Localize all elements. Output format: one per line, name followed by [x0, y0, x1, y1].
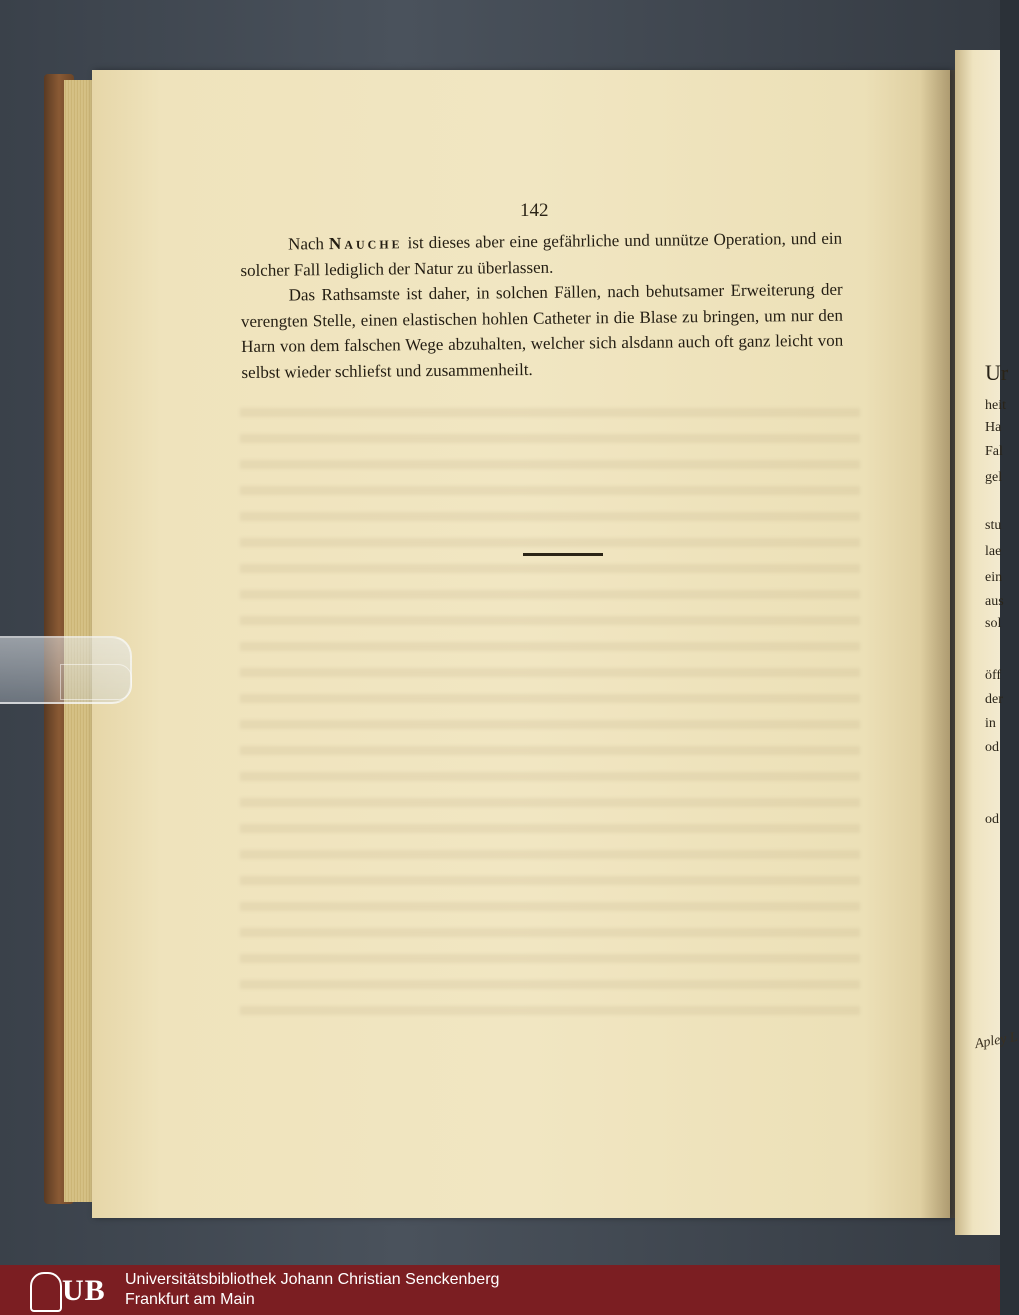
facing-page-fragment: öff: [985, 668, 1002, 683]
facing-page-fragment: sol: [985, 616, 1002, 631]
facing-page-fragment: der: [985, 692, 1003, 707]
author-name: Nauche: [328, 233, 403, 254]
facing-page-fragment: Fal: [985, 444, 1003, 459]
section-rule: [523, 553, 603, 556]
facing-page-fragment: gel: [985, 470, 1003, 485]
paragraph-text: Nach: [288, 234, 330, 254]
library-logo-text: UB: [62, 1274, 106, 1307]
facing-page-fragment: Ha: [985, 420, 1002, 435]
gutter-shadow: [920, 70, 960, 1218]
facing-page-fragment: heit: [985, 398, 1006, 413]
footer-institution: Universitätsbibliothek Johann Christian Senckenberg: [125, 1271, 500, 1288]
facing-page-edge: [955, 50, 1019, 1235]
facing-page-fragment: in: [985, 716, 996, 731]
facing-page-fragment: ein: [985, 570, 1003, 585]
footer-location: Frankfurt am Main: [125, 1291, 255, 1308]
facing-page-fragment: lae: [985, 544, 1002, 559]
library-logo-icon: [30, 1272, 62, 1312]
paragraph: Das Rathsamste ist daher, in solchen Fällen, nach behutsamer Erweiterung der verengten Stelle, einen elastischen hohlen Catheter in die Blase zu bringen, um nur den Harn von dem falschen Wege abzuhalten, welcher sich alsdann auch oft ganz leicht von selbst wieder schliefst und zusammenheilt.: [240, 279, 844, 382]
facing-page-fragment: Ur: [985, 360, 1009, 385]
facing-page-fragment: stu: [985, 518, 1002, 533]
page-clip-inner: [60, 664, 132, 700]
show-through-text: [240, 395, 860, 1015]
facing-page-fragment: od: [985, 812, 999, 827]
paragraph-text: ist dieses aber eine gefährliche und unnütze Operation, und ein solcher Fall lediglich der Natur zu überlassen.: [240, 228, 843, 280]
paragraph: [240, 226, 843, 283]
page-number: 142: [520, 200, 549, 221]
body-text: [240, 226, 844, 385]
handwritten-signature: Apley L: [973, 1029, 1019, 1053]
facing-page-fragment: aus: [985, 594, 1004, 609]
facing-page-fragment: od: [985, 740, 999, 755]
